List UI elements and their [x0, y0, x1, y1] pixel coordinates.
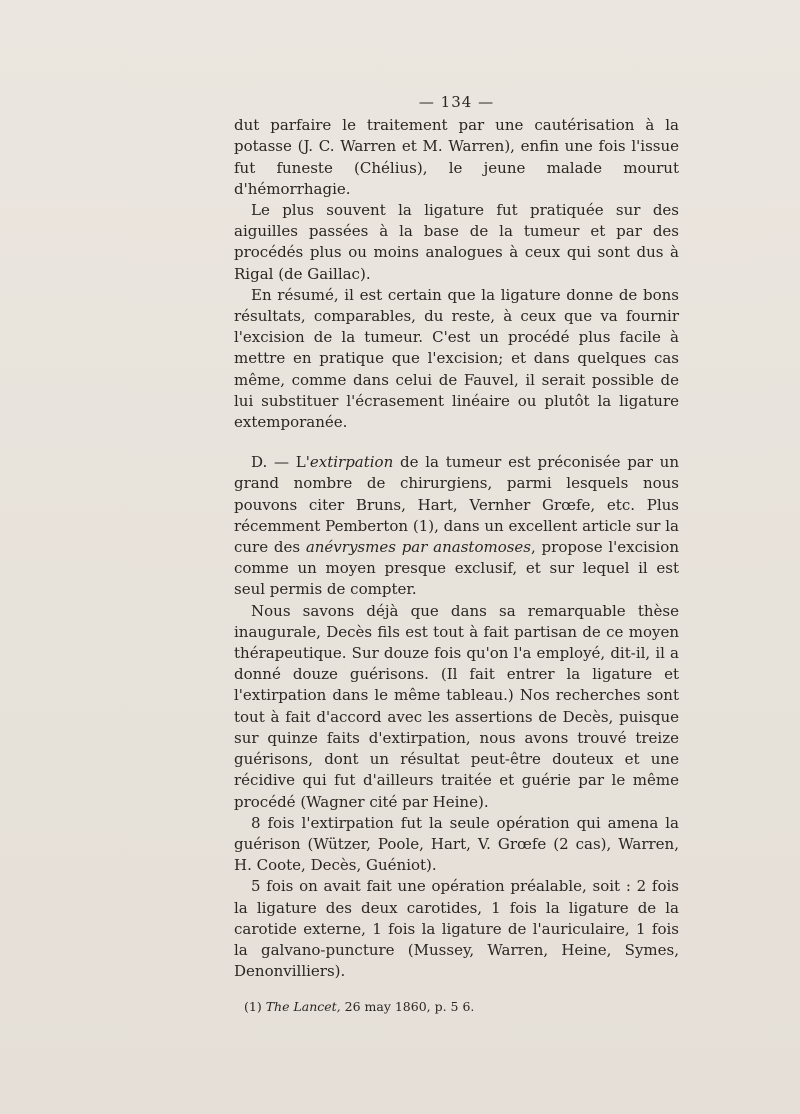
section-d-tail: , propose l'excision comme un moyen presque exclusif, et sur lequel il est seul permis de compter. — [234, 538, 679, 599]
section-d-middle: de la tumeur est préconisée par un grand nombre de chirurgiens, parmi lesquels nous pouvons citer Bruns, Hart, Vernher Grœfe, etc. Plus récemment Pemberton (1), dans un excellent article sur la cure des — [234, 453, 679, 557]
page-number: — 134 — — [418, 93, 495, 111]
footnote-journal: The Lancet, — [265, 999, 341, 1015]
footnote-rest: 26 may 1860, p. 5 6. — [340, 999, 475, 1015]
paragraph-5: Nous savons déjà que dans sa remarquable thèse inaugurale, Decès fils est tout à fait partisan de ce moyen thérapeutique. Sur douze fois qu'on l'a employé, dit-il, il a donné douze guérisons. (Il fait entrer la ligature et l'extirpation dans le même tableau.) Nos recherches sont tout à fait d'accord avec les assertions de Decès, puisque sur quinze faits d'extirpation, nous avons trouvé treize guérisons, dont un résultat peut-être douteux et une récidive qui fut d'ailleurs traitée et guérie par le même procédé (Wagner cité par Heine). — [234, 601, 679, 811]
paragraph-3: En résumé, il est certain que la ligature donne de bons résultats, comparables, du reste, à ceux que va fournir l'excision de la tumeur. C'est un procédé plus facile à mettre en pratique que l'excision; et dans quelques cas même, comme dans celui de Fauvel, il serait possible de lui substituer l'écrasement linéaire ou plutôt la ligature extemporanée. — [234, 285, 679, 432]
page-body — [234, 92, 679, 1015]
section-d-italic-extirpation: extirpation — [309, 453, 394, 472]
paragraph-1: dut parfaire le traitement par une cautérisation à la potasse (J. C. Warren et M. Warren), enfin une fois l'issue fut funeste (Chélius), le jeune malade mourut d'hémorrhagie. — [234, 116, 679, 198]
paragraph-2: Le plus souvent la ligature fut pratiquée sur des aiguilles passées à la base de la tumeur et par des procédés plus ou moins analogues à ceux qui sont dus à Rigal (de Gaillac). — [234, 201, 679, 283]
paragraph-6: 8 fois l'extirpation fut la seule opération qui amena la guérison (Wützer, Poole, Hart, V. Grœfe (2 cas), Warren, H. Coote, Decès, Guéniot). — [234, 813, 679, 875]
paragraph-7: 5 fois on avait fait une opération préalable, soit : 2 fois la ligature des deux carotides, 1 fois la ligature de la carotide externe, 1 fois la ligature de l'auriculaire, 1 fois la galvano-puncture (Mussey, Warren, Heine, Symes, Denonvilliers). — [234, 877, 679, 981]
section-d-lead: D. — L' — [251, 453, 310, 472]
section-gap — [234, 433, 679, 452]
footnote-number: (1) — [244, 999, 266, 1015]
footnote — [234, 998, 679, 1015]
paragraph-section-d — [234, 452, 679, 600]
section-d-italic-anevrysmes: anévrysmes par anastomoses — [305, 538, 532, 557]
